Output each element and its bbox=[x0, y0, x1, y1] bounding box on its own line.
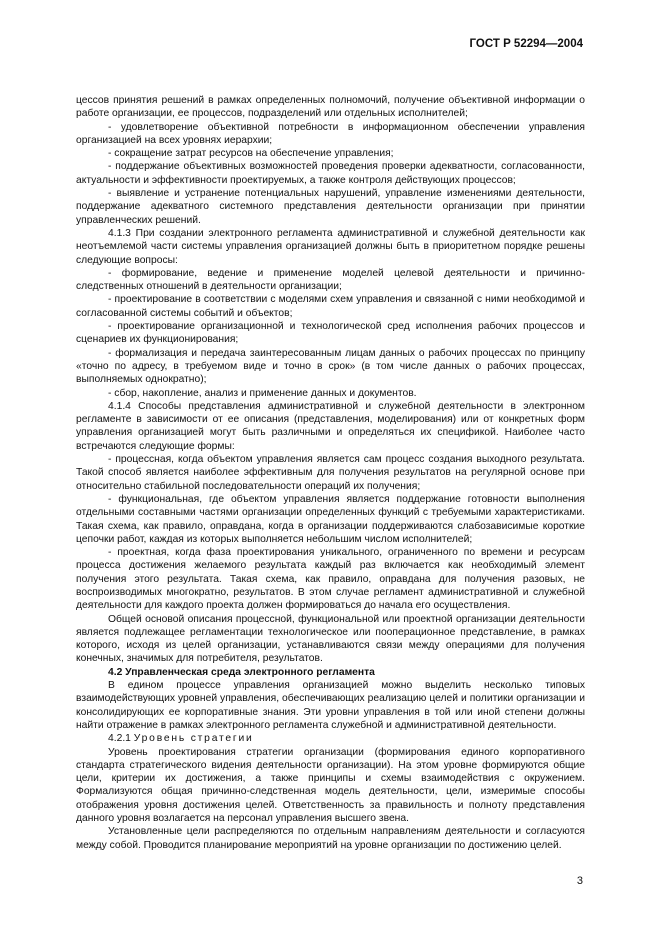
list-item: - проектирование в соответствии с моделями схем управления и связанной с ними необходимой и согласованной системы событий и объектов; bbox=[76, 294, 585, 319]
paragraph: В едином процессе управления организацией можно выделить несколько типовых взаимодействующих уровней управления, обеспечивающих реализацию целей и политики организации и консолидирующих ее корпоративные знания. Эти уровни управления в той или иной степени должны найти отражение в рамках электронного регламента служебной и административной деятельности. bbox=[76, 680, 585, 731]
page-body bbox=[76, 94, 585, 852]
subsection-heading bbox=[76, 732, 585, 745]
paragraph: Уровень проектирования стратегии организации (формирования единого корпоративного стандарта стратегического видения деятельности организации). На этом уровне формируются общие цели, критерии их достижения, а также принципы и схемы взаимодействия с окружением. Формализуются общая причинно-следственная модель деятельности, цели, измеримые способы отображения уровня достижения целей. Ответственность за правильность и полноту представления данного уровня возлагается на персонал управления высшего звена. bbox=[76, 746, 585, 825]
list-item: - проектная, когда фаза проектирования уникального, ограниченного по времени и ресурсам процесса достижения желаемого результата каждый раз включается как необходимый элемент получения этого результата. Такая схема, как правило, оправдана для получения разовых, не воспроизводимых многократно, результатов. В этом случае регламент административной и служебной деятельности для каждого проекта должен формироваться до начала его осуществления. bbox=[76, 547, 585, 612]
page-number: 3 bbox=[576, 875, 583, 887]
list-item: - сбор, накопление, анализ и применение данных и документов. bbox=[108, 387, 417, 399]
subsection-number: 4.2.1 bbox=[108, 733, 131, 745]
list-item: - сокращение затрат ресурсов на обеспечение управления; bbox=[108, 148, 394, 160]
subsection-title: Уровень стратегии bbox=[133, 733, 254, 745]
paragraph: цессов принятия решений в рамках определенных полномочий, получение объективной информации о работе организации, ее процессов, подразделений или отдельных исполнителей; bbox=[76, 95, 585, 120]
list-item: - функциональная, где объектом управления является поддержание готовности выполнения отдельными составными частями организации определенных функций с требуемыми характеристиками. Такая схема, как правило, оправдана, когда в организации поддерживаются слабозависимые короткие цепочки работ, каждая из которых выполняется небольшим числом исполнителей; bbox=[76, 493, 585, 545]
paragraph: 4.1.4 Способы представления административной и служебной деятельности в электронном регламенте в зависимости от ее описания (представления, моделирования) или от конкретных форм управления организацией могут быть различными и определяться их спецификой. Наиболее часто встречаются следующие формы: bbox=[76, 400, 585, 452]
section-heading: 4.2 Управленческая среда электронного регламента bbox=[108, 666, 375, 678]
list-item: - формализация и передача заинтересованным лицам данных о рабочих процессах по принципу «точно по адресу, в требуемом виде и точно в срок» (в том числе данных о рабочих процессах, выполняемых однократно); bbox=[76, 347, 585, 386]
list-item: - процессная, когда объектом управления является сам процесс создания выходного результата. Такой способ является наиболее эффективным для получения результатов на регулярной основе при относительно стабильной последовательности операций их получения; bbox=[76, 454, 585, 492]
list-item: - удовлетворение объективной потребности в информационном обеспечении управления организацией на всех уровнях иерархии; bbox=[76, 121, 585, 146]
list-item: - выявление и устранение потенциальных нарушений, управление изменениями деятельности, поддержание адекватного системного представления деятельности организации при принятии управленческих решений. bbox=[76, 188, 585, 226]
paragraph: Установленные цели распределяются по отдельным направлениям деятельности и согласуются между собой. Проводится планирование мероприятий на уровне организации по достижению целей. bbox=[76, 826, 585, 851]
list-item: - формирование, ведение и применение моделей целевой деятельности и причинно-следственных отношений в деятельности организации; bbox=[76, 267, 585, 293]
document-code: ГОСТ Р 52294—2004 bbox=[469, 38, 583, 50]
list-item: - поддержание объективных возможностей проведения проверки адекватности, согласованности, актуальности и эффективности проектируемых, а также контроля действующих процессов; bbox=[76, 161, 585, 186]
list-item: - проектирование организационной и технологической сред исполнения рабочих процессов и сценариев их функционирования; bbox=[76, 321, 585, 346]
paragraph: 4.1.3 При создании электронного регламента административной и служебной деятельности как неотъемлемой части системы управления организацией должны быть в приоритетном порядке решены следующие вопросы: bbox=[76, 227, 585, 266]
paragraph: Общей основой описания процессной, функциональной или проектной организации деятельности является подлежащее регламентации технологическое или пооперационное представление, в рамках которого, исходя из целей организации, устанавливаются связи между операциями для получения конечных, значимых для потребителя, результатов. bbox=[76, 613, 585, 665]
